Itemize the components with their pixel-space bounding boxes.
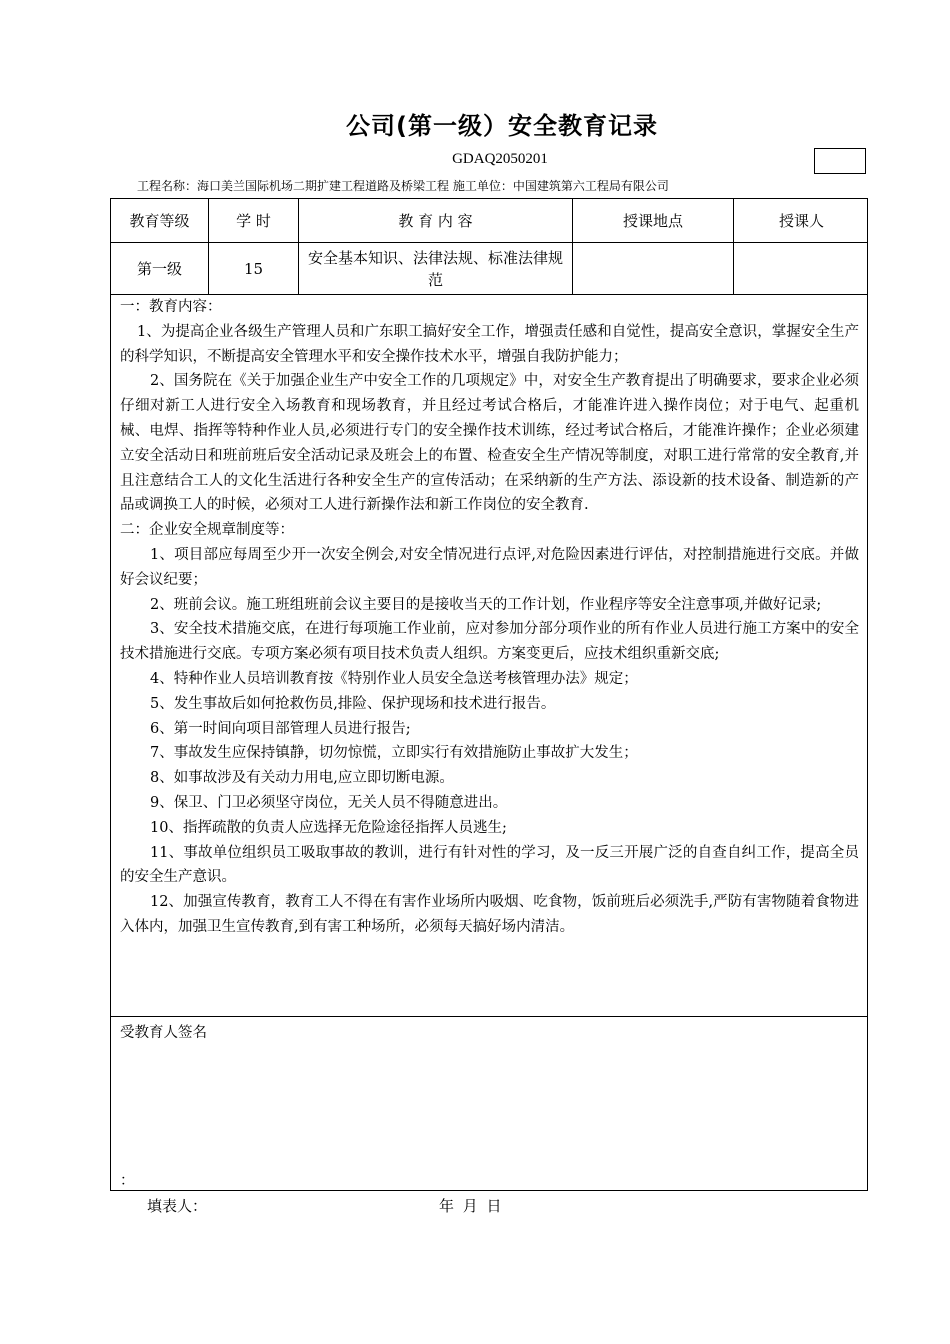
list-item: 10、指挥疏散的负责人应选择无危险途径指挥人员逃生; xyxy=(150,819,507,836)
education-content-section xyxy=(111,295,867,1017)
header-hours: 学 时 xyxy=(209,199,299,242)
list-item: 12、加强宣传教育，教育工人不得在有害作业场所内吸烟、吃食物，饭前班后必须洗手,严防有害物随着食物进入体内，加强卫生宣传教育,到有害工种场所，必须每天搞好场内清洁。 xyxy=(120,894,859,935)
cell-hours: 15 xyxy=(209,243,299,294)
filler-label: 填表人： xyxy=(147,1197,208,1215)
header-instructor: 授课人 xyxy=(778,211,824,230)
cell-education-level: 第一级 xyxy=(111,243,209,294)
record-code: GDAQ2050201 xyxy=(452,151,548,167)
list-item: 3、安全技术措施交底，在进行每项施工作业前，应对参加分部分项作业的所有作业人员进行施工方案中的安全技术措施进行交底。专项方案必须有项目技术负责人组织。方案变更后，应技术组织重新交底; xyxy=(120,621,859,663)
list-item: 6、第一时间向项目部管理人员进行报告; xyxy=(150,720,411,737)
cell-instructor[interactable] xyxy=(734,243,869,294)
content-paragraph-1: 1、为提高企业各级生产管理人员和广东职工搞好安全工作，增强责任感和自觉性，提高安全意识，掌握安全生产的科学知识，不断提高安全管理水平和安全操作技术水平，增强自我防护能力； xyxy=(120,323,859,365)
list-item: 4、特种作业人员培训教育按《特别作业人员安全急送考核管理办法》规定； xyxy=(150,670,638,687)
table-header-row xyxy=(111,199,867,243)
date-label: 年 月 日 xyxy=(439,1197,502,1215)
header-location: 授课地点 xyxy=(573,199,734,242)
list-item: 7、事故发生应保持镇静，切勿惊慌，立即实行有效措施防止事故扩大发生； xyxy=(150,745,638,762)
list-item: 8、如事故涉及有关动力用电,应立即切断电源。 xyxy=(150,770,454,787)
list-item: 5、发生事故后如何抢救伤员,排险、保护现场和技术进行报告。 xyxy=(150,695,556,712)
list-item: 1、项目部应每周至少开一次安全例会,对安全情况进行点评,对危险因素进行评估，对控制措施进行交底。并做好会议纪要； xyxy=(120,546,859,588)
record-sheet xyxy=(110,198,868,1191)
header-education-level: 教育等级 xyxy=(111,199,209,242)
section2-title: 二：企业安全规章制度等： xyxy=(120,522,294,539)
signature-label: 受教育人签名 xyxy=(120,1025,207,1041)
cell-location[interactable] xyxy=(573,243,734,294)
project-info-line: 工程名称：海口美兰国际机场二期扩建工程道路及桥梁工程 施工单位：中国建筑第六工程局有限公司 xyxy=(137,179,669,193)
list-item: 9、保卫、门卫必须坚守岗位，无关人员不得随意进出。 xyxy=(150,794,508,811)
table-row xyxy=(111,243,867,295)
section1-title: 一：教育内容： xyxy=(120,299,222,315)
list-item: 2、班前会议。施工班组班前会议主要目的是接收当天的工作计划，作业程序等安全注意事项,并做好记录; xyxy=(150,596,822,613)
record-number-box[interactable] xyxy=(814,148,866,174)
signature-area[interactable] xyxy=(111,1017,867,1192)
list-item: 11、事故单位组织员工吸取事故的教训，进行有针对性的学习，及一反三开展广泛的自查自纠工作，提高全员的安全生产意识。 xyxy=(120,844,859,886)
header-education-content: 教 育 内 容 xyxy=(299,199,573,242)
cell-education-content: 安全基本知识、法律法规、标准法律规范 xyxy=(299,243,573,294)
document-title: 公司(第一级）安全教育记录 xyxy=(346,112,658,140)
content-paragraph-2: 2、国务院在《关于加强企业生产中安全工作的几项规定》中，对安全生产教育提出了明确要求，要求企业必须仔细对新工人进行安全入场教育和现场教育，并且经过考试合格后，才能准许进入操作岗位；对于电气、起重机械、电焊、指挥等特种作业人员,必须进行专门的安全操作技术训练，经过考试合格后，才能准许操作；企业必须建立安全活动日和班前班后安全活动记录及班会上的布置、检查安全生产情况等制度，对职工进行常常的安全教育,并且注意结合工人的文化生活进行各种安全生产的宣传活动；在采纳新的生产方法、添设新的技术设备、制造新的产品或调换工人的时候，必须对工人进行新操作法和新工作岗位的安全教育. xyxy=(120,373,859,514)
signature-colon: ： xyxy=(120,1173,135,1189)
